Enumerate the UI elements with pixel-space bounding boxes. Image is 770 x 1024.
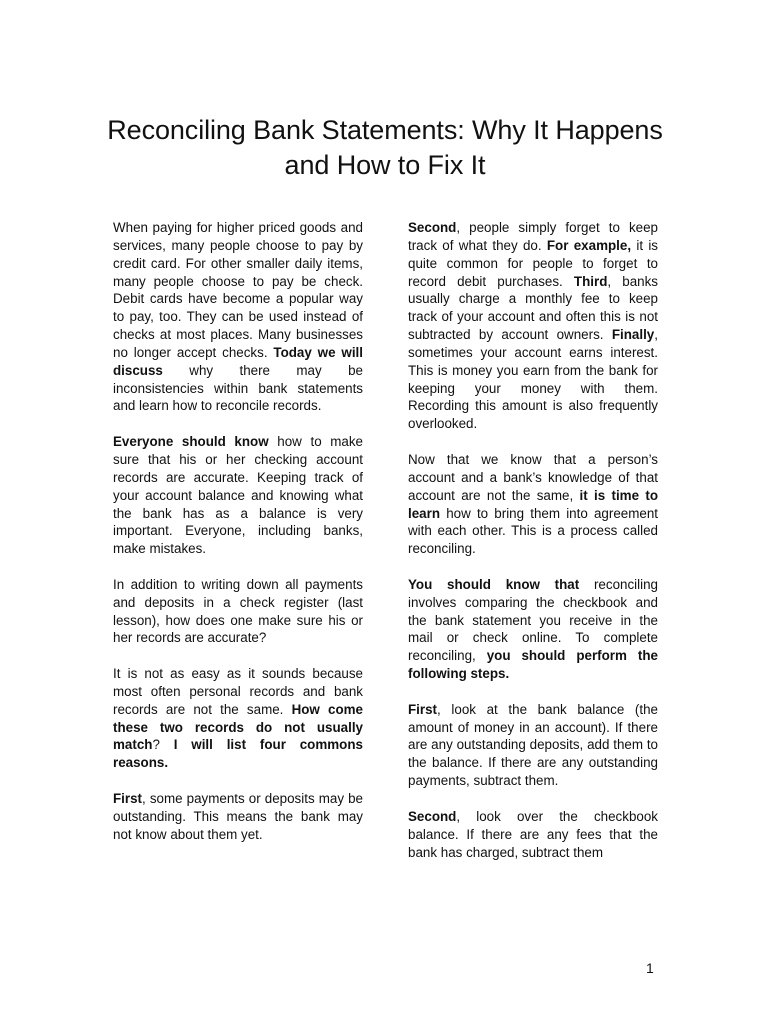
bold-text: I will list four commons reasons. bbox=[113, 737, 363, 771]
paragraph bbox=[113, 790, 363, 844]
text-run: how to make sure that his or her checking account records are accurate. Keeping track of your account balance and knowing what the bank has as a balance is very important. Everyone, including banks, make mistakes. bbox=[113, 434, 364, 557]
text-run: reconciling involves comparing the checkbook and the bank statement you receive in the mail or check online. To complete reconciling, bbox=[408, 576, 658, 664]
bold-text: Everyone should know bbox=[113, 434, 269, 450]
paragraph bbox=[113, 576, 363, 647]
bold-text: You should know that bbox=[408, 576, 580, 592]
text-run: In addition to writing down all payments and deposits in a check register (last lesson), how does one make sure his or her records are accurate? bbox=[113, 576, 363, 646]
text-run: When paying for higher priced goods and services, many people choose to pay by credit card. For other smaller daily items, many people choose to pay be check. Debit cards have become a popular way to pay, too. They can be used instead of checks at most places. Many businesses no longer accept checks. bbox=[113, 220, 363, 360]
paragraph bbox=[408, 451, 658, 558]
paragraph bbox=[408, 219, 658, 433]
right-column bbox=[408, 219, 658, 879]
paragraph bbox=[113, 665, 363, 772]
paragraph bbox=[408, 808, 658, 862]
paragraph bbox=[408, 701, 658, 790]
paragraph bbox=[113, 433, 363, 558]
text-run: , banks usually charge a monthly fee to keep track of your account and often this is not subtracted by account owners. bbox=[408, 273, 658, 343]
paragraph bbox=[408, 576, 658, 683]
text-run: , look at the bank balance (the amount of money in an account). If there are any outstanding deposits, add them to the balance. If there are any outstanding payments, subtract them. bbox=[408, 701, 658, 789]
text-run: , sometimes your account earns interest. This is money you earn from the bank for keeping your money with them. Recording this amount is also frequently overlooked. bbox=[408, 327, 658, 432]
text-run: , some payments or deposits may be outstanding. This means the bank may not know about them yet. bbox=[113, 791, 363, 842]
bold-text: Today we will discuss bbox=[113, 344, 363, 378]
bold-text: For example, bbox=[546, 237, 632, 253]
left-column bbox=[113, 219, 363, 861]
paragraph bbox=[113, 219, 363, 415]
document-title: Reconciling Bank Statements: Why It Happens and How to Fix It bbox=[107, 115, 663, 180]
text-run: ? bbox=[152, 737, 174, 753]
text-run: , look over the checkbook balance. If there are any fees that the bank has charged, subtract them bbox=[408, 808, 658, 860]
bold-text: Second bbox=[408, 808, 457, 824]
page-number: 1 bbox=[646, 960, 654, 976]
text-run: why there may be inconsistencies within bank statements and learn how to reconcile records. bbox=[113, 362, 363, 414]
bold-text: Third bbox=[573, 273, 608, 289]
text-run: Now that we know that a person’s account and a bank’s knowledge of that account are not the same, bbox=[408, 451, 658, 503]
bold-text: Finally bbox=[611, 327, 655, 343]
bold-text: Second bbox=[408, 220, 457, 235]
bold-text: it is time to learn bbox=[408, 487, 658, 521]
bold-text: First bbox=[408, 701, 438, 717]
text-run: how to bring them into agreement with each other. This is a process called reconciling. bbox=[408, 505, 658, 557]
text-run: it is quite common for people to forget to record debit purchases. bbox=[408, 237, 658, 289]
bold-text: you should perform the following steps. bbox=[408, 648, 658, 682]
text-run: , people simply forget to keep track of what they do. bbox=[408, 220, 658, 253]
bold-text: How come these two records do not usually match bbox=[113, 701, 363, 753]
bold-text: First bbox=[113, 791, 143, 806]
text-run: It is not as easy as it sounds because most often personal records and bank records are not the same. bbox=[113, 666, 363, 717]
